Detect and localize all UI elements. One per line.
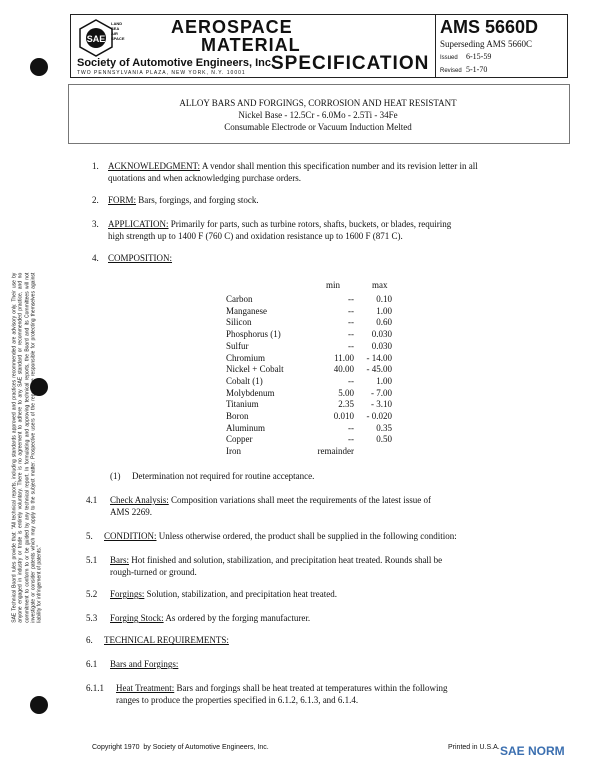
title-specification: SPECIFICATION bbox=[271, 53, 430, 74]
header-spec-block bbox=[435, 15, 568, 77]
composition-min: -- bbox=[348, 422, 354, 433]
section-5-3: Forging Stock: As ordered by the forging manufacturer. bbox=[110, 613, 311, 623]
section-3: APPLICATION: Primarily for parts, such as turbine rotors, shafts, buckets, or blades, requiring bbox=[108, 219, 452, 229]
superseding-note: Superseding AMS 5660C bbox=[440, 39, 533, 49]
issued-date: 6-15-59 bbox=[466, 52, 492, 61]
composition-min: 2.35 bbox=[338, 399, 354, 410]
composition-max: 0.030 bbox=[371, 329, 392, 340]
composition-element: Boron bbox=[226, 411, 249, 421]
svg-text:SAE: SAE bbox=[86, 34, 106, 44]
composition-max: - 0.020 bbox=[366, 411, 392, 421]
watermark: SAE NORM bbox=[500, 744, 565, 758]
section-6-1-1-number: 6.1.1 bbox=[86, 683, 104, 693]
composition-max: - 45.00 bbox=[366, 364, 392, 375]
footer-printed: Printed in U.S.A. bbox=[448, 744, 500, 751]
section-5-number: 5. bbox=[86, 531, 93, 541]
composition-element: Chromium bbox=[226, 352, 266, 363]
section-4-number: 4. bbox=[92, 253, 99, 263]
composition-max: 1.00 bbox=[376, 375, 392, 386]
section-1-heading: ACKNOWLEDGMENT: bbox=[108, 161, 201, 171]
punch-hole-bottom bbox=[30, 696, 48, 714]
section-1: ACKNOWLEDGMENT: A vendor shall mention this specification number and its revision letter in all bbox=[108, 161, 478, 171]
footer-copyright: Copyright 1970 by Society of Automotive Engineers, Inc. bbox=[92, 744, 269, 751]
section-5-heading: CONDITION: bbox=[104, 531, 157, 541]
composition-max: 0.50 bbox=[376, 434, 392, 445]
section-6-1 bbox=[110, 658, 178, 670]
composition-min: -- bbox=[348, 305, 354, 316]
section-5-1-heading: Bars: bbox=[110, 555, 129, 565]
composition-min: 40.00 bbox=[333, 364, 354, 375]
section-2: FORM: Bars, forgings, and forging stock. bbox=[108, 195, 259, 205]
issue-dates bbox=[440, 51, 491, 77]
composition-max: 0.030 bbox=[371, 340, 392, 351]
revised-label: Revised bbox=[440, 68, 462, 74]
section-4-1: Check Analysis: Composition variations shall meet the requirements of the latest issue of bbox=[110, 495, 431, 505]
composition-min-header: min bbox=[326, 280, 341, 290]
section-5-2-number: 5.2 bbox=[86, 589, 98, 599]
spec-number: AMS 5660D bbox=[440, 17, 539, 37]
section-4-1-number: 4.1 bbox=[86, 495, 98, 505]
spec-header bbox=[70, 14, 568, 78]
section-6-1-1-text-2: ranges to produce the properties specified in 6.1.2, 6.1.3, and 6.1.4. bbox=[116, 695, 359, 705]
composition-min: -- bbox=[348, 317, 354, 328]
composition-element: Molybdenum bbox=[226, 387, 275, 398]
society-name: Society of Automotive Engineers, Inc. bbox=[77, 57, 275, 69]
section-4 bbox=[108, 252, 172, 264]
composition-min: -- bbox=[348, 294, 354, 304]
composition-min: -- bbox=[348, 375, 354, 386]
composition-element: Copper bbox=[226, 434, 253, 445]
section-5: CONDITION: Unless otherwise ordered, the product shall be supplied in the following condition: bbox=[104, 531, 457, 541]
document-title: ALLOY BARS AND FORGINGS, CORROSION AND HEAT RESISTANT bbox=[179, 98, 457, 108]
section-5-2: Forgings: Solution, stabilization, and precipitation heat treated. bbox=[110, 589, 338, 599]
composition-element: Phosphorus (1) bbox=[226, 329, 281, 340]
section-4-1-heading: Check Analysis: bbox=[110, 495, 169, 505]
section-5-2-heading: Forgings: bbox=[110, 589, 145, 599]
section-1-number: 1. bbox=[92, 161, 99, 171]
note-number: (1) bbox=[110, 471, 121, 481]
section-5-3-heading: Forging Stock: bbox=[110, 613, 164, 623]
section-5-1-text-2: rough-turned or ground. bbox=[110, 567, 197, 577]
section-4-heading: COMPOSITION: bbox=[108, 253, 173, 263]
composition-element: Nickel + Cobalt bbox=[226, 364, 284, 375]
section-6-number: 6. bbox=[86, 635, 93, 645]
section-3-text-2: high strength up to 1400 F (760 C) and oxidation resistance up to 1600 F (871 C). bbox=[108, 231, 403, 241]
logo-tagline: LAND SEA AIR SPACE bbox=[111, 21, 125, 41]
composition-max: - 14.00 bbox=[366, 352, 392, 363]
composition-min: 0.010 bbox=[333, 411, 354, 421]
composition-element: Titanium bbox=[226, 399, 259, 410]
section-6 bbox=[104, 634, 229, 646]
sae-logo-icon bbox=[79, 19, 113, 57]
document-subtitle-alloy: Nickel Base - 12.5Cr - 6.0Mo - 2.5Ti - 34Fe bbox=[238, 110, 398, 120]
revised-date: 5-1-70 bbox=[466, 65, 488, 74]
composition-max: - 7.00 bbox=[371, 387, 392, 398]
section-2-number: 2. bbox=[92, 195, 99, 205]
composition-element: Manganese bbox=[226, 305, 267, 316]
composition-min: 5.00 bbox=[338, 387, 354, 398]
composition-min: -- bbox=[348, 434, 354, 445]
section-3-number: 3. bbox=[92, 219, 99, 229]
section-5-1-number: 5.1 bbox=[86, 555, 98, 565]
section-6-1-heading: Bars and Forgings: bbox=[110, 659, 179, 669]
section-4-1-text-2: AMS 2269. bbox=[110, 507, 153, 517]
title-material: MATERIAL bbox=[201, 35, 301, 55]
composition-element: Carbon bbox=[226, 294, 253, 304]
section-2-heading: FORM: bbox=[108, 195, 137, 205]
composition-max: 1.00 bbox=[376, 305, 392, 316]
section-6-1-1-heading: Heat Treatment: bbox=[116, 683, 175, 693]
section-3-heading: APPLICATION: bbox=[108, 219, 169, 229]
composition-element: Iron bbox=[226, 446, 241, 457]
section-5-1: Bars: Hot finished and solution, stabilization, and precipitation heat treated. Rounds shall be bbox=[110, 555, 443, 565]
composition-max-header: max bbox=[372, 280, 388, 290]
title-aerospace: AEROSPACE bbox=[171, 17, 293, 37]
composition-max: 0.10 bbox=[376, 294, 392, 304]
composition-min: -- bbox=[348, 329, 354, 340]
society-address: TWO PENNSYLVANIA PLAZA, NEW YORK, N.Y. 10001 bbox=[77, 70, 246, 76]
issued-label: Issued bbox=[440, 55, 458, 61]
punch-hole-top bbox=[30, 58, 48, 76]
section-6-heading: TECHNICAL REQUIREMENTS: bbox=[104, 635, 229, 645]
section-6-1-1: Heat Treatment: Bars and forgings shall be heat treated at temperatures within the following bbox=[116, 683, 448, 693]
header-title-block bbox=[71, 15, 433, 77]
composition-element: Silicon bbox=[226, 317, 252, 328]
composition-min: -- bbox=[348, 340, 354, 351]
composition-min: remainder bbox=[317, 446, 354, 457]
composition-max: - 3.10 bbox=[371, 399, 392, 410]
composition-element: Aluminum bbox=[226, 422, 266, 433]
note-text: Determination not required for routine acceptance. bbox=[132, 471, 315, 481]
side-notice: SAE Technical Board rules provide that: "All technical reports, including standards approved and practices recommended are advisory only. Their use by anyone engaged in industry or trade is entirely voluntary. There is no agreement to adhere to any SAE standard or recommended practice, and no commitment to conform to or be guided by any technical report. In formulating and approving technical reports, the Board and its Committees will not investigate or consider patents which may apply to the subject matter. Prospective users of the report are responsible for protecting themselves against liability for infringement of patents." bbox=[11, 272, 43, 623]
composition-element: Cobalt (1) bbox=[226, 375, 263, 386]
document-subtitle-melt: Consumable Electrode or Vacuum Induction Melted bbox=[224, 122, 412, 132]
composition-max: 0.35 bbox=[376, 422, 392, 433]
section-6-1-number: 6.1 bbox=[86, 659, 98, 669]
section-1-text-2: quotations and when acknowledging purchase orders. bbox=[108, 173, 301, 183]
composition-max: 0.60 bbox=[376, 317, 392, 328]
composition-min: 11.00 bbox=[334, 352, 354, 363]
section-5-3-number: 5.3 bbox=[86, 613, 98, 623]
composition-element: Sulfur bbox=[226, 340, 249, 351]
